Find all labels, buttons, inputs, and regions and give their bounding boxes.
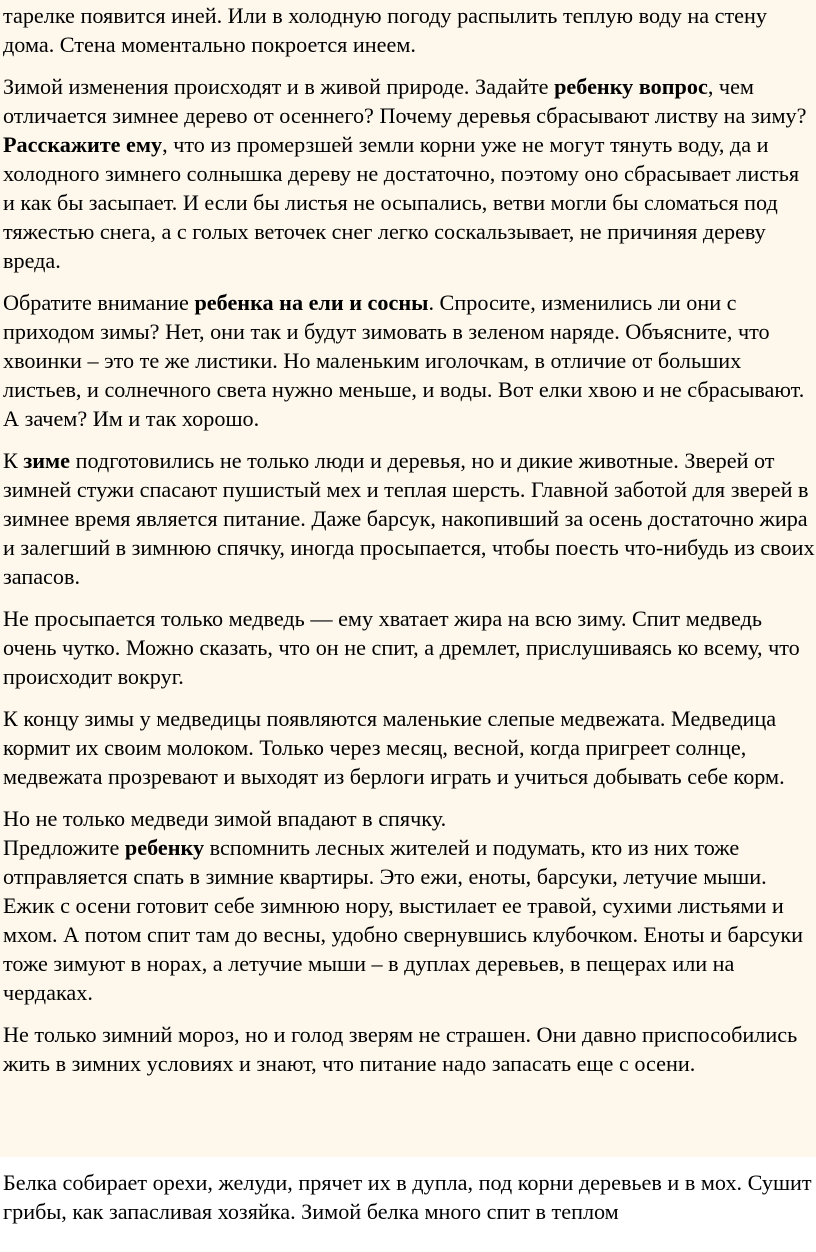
text-run: тарелке появится иней. Или в холодную погоду распылить теплую воду на стену дома. Стена моментально покроется инеем. [3,3,767,57]
text-run: Предложите [3,835,125,860]
text-run: , чем отличается зимнее дерево от осеннего? Почему деревья сбрасывают листву на зиму? [3,74,807,128]
text-run: Не просыпается только медведь — ему хватает жира на всю зиму. Спит медведь очень чутко. Можно сказать, что он не спит, а дремлет, прислушиваясь ко всему, что происходит вокруг. [3,606,800,689]
text-run: Обратите внимание [3,290,195,315]
text-run: , что из промерзшей земли корни уже не могут тянуть воду, да и холодного зимнего солнышка дереву не достаточно, поэтому оно сбрасывает листья и как бы засыпает. И если бы листья не осыпались, ветви могли бы сломаться под тяжестью снега, а с голых веточек снег легко соскальзывает, не причиняя дереву вреда. [3,132,800,273]
text-run: . Спросите, изменились ли они с приходом зимы? Нет, они так и будут зимовать в зеленом наряде. Объясните, что хвоинки – это те же листики. Но маленьким иголочкам, в отличие от больших листьев, и солнечного света нужно меньше, и воды. Вот елки хвою и не сбрасывают. А зачем? Им и так хорошо. [3,290,805,431]
bold-text: ребенка на ели и сосны [194,290,429,315]
paragraph [3,833,816,1007]
paragraph [3,72,816,275]
paragraph [3,1020,816,1078]
paragraph [3,804,816,833]
text-run: вспомнить лесных жителей и подумать, кто из них тоже отправляется спать в зимние квартиры. Это ежи, еноты, барсуки, летучие мыши. Ежик с осени готовит себе зимнюю нору, выстилает ее травой, сухими листьями и мхом. А потом спит там до весны, удобно свернувшись клубочком. Еноты и барсуки тоже зимуют в норах, а летучие мыши – в дуплах деревьев, в пещерах или на чердаках. [3,835,803,1005]
last-paragraph: Белка собирает орехи, желуди, прячет их в дупла, под корни деревьев и в мох. Сушит грибы, как запасливая хозяйка. Зимой белка много спит в теплом [3,1170,812,1224]
paragraph [3,704,816,791]
bold-text: Расскажите ему [3,132,163,157]
paragraph [3,446,816,591]
text-run: Не только зимний мороз, но и голод зверям не страшен. Они давно приспособились жить в зимних условиях и знают, что питание надо запасать еще с осени. [3,1022,798,1076]
text-run: К [3,448,24,473]
bold-text: зиме [23,448,71,473]
paragraph [3,1,816,59]
text-run: Зимой изменения происходят и в живой природе. Задайте [3,74,555,99]
text-run: К концу зимы у медведицы появляются маленькие слепые медвежата. Медведица кормит их своим молоком. Только через месяц, весной, когда пригреет солнце, медвежата прозревают и выходят из берлоги играть и учиться добывать себе корм. [3,706,785,789]
text-run: подготовились не только люди и деревья, но и дикие животные. Зверей от зимней стужи спасают пушистый мех и теплая шерсть. Главной заботой для зверей в зимнее время является питание. Даже барсук, накопивший за осень достаточно жира и залегший в зимнюю спячку, иногда просыпается, чтобы поесть что-нибудь из своих запасов. [3,448,815,589]
paragraph [3,288,816,433]
paragraph [3,604,816,691]
text-run: Но не только медведи зимой впадают в спячку. [3,806,447,831]
bold-text: ребенку вопрос [554,74,708,99]
bold-text: ребенку [124,835,205,860]
